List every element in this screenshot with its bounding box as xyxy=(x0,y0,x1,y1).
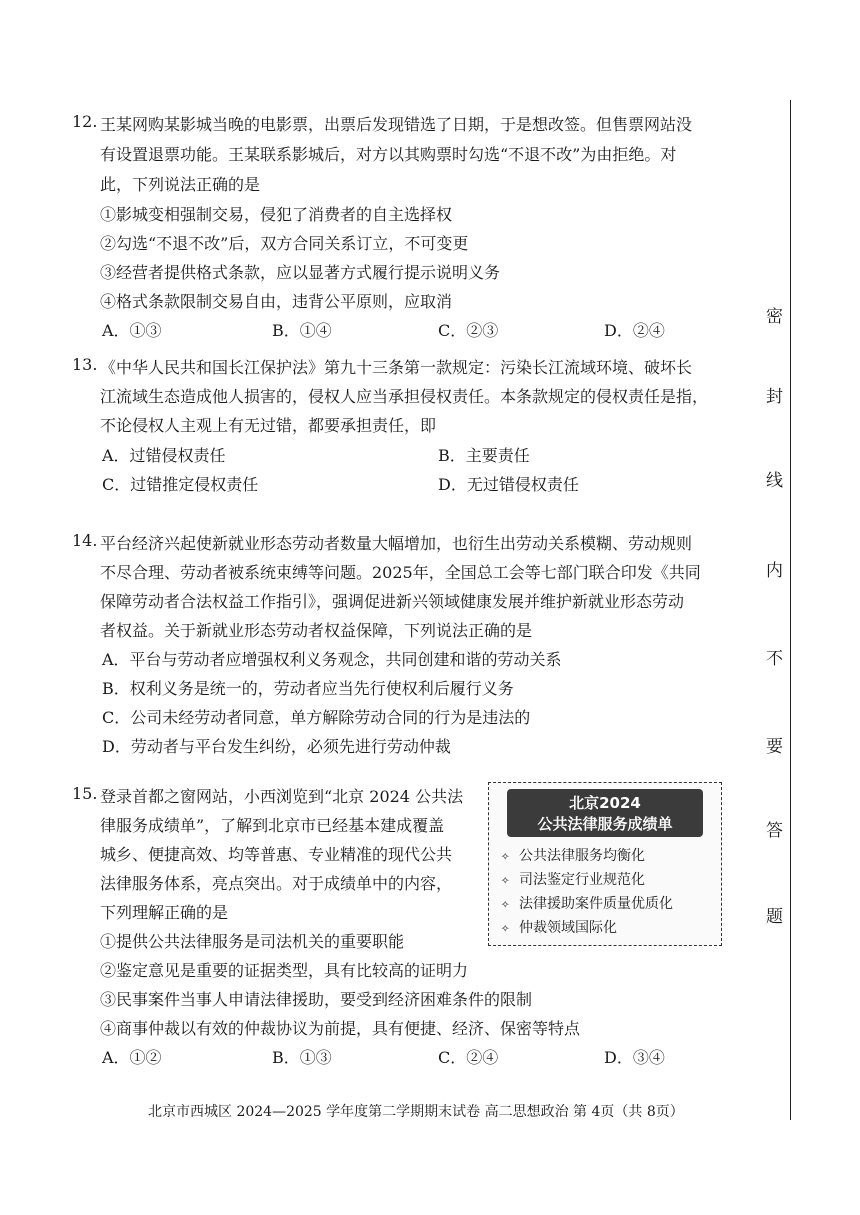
report-card-figure xyxy=(488,782,722,946)
option-c: C．公司未经劳动者同意，单方解除劳动合同的行为是违法的 xyxy=(102,708,531,727)
option-d: D．劳动者与平台发生纠纷，必须先进行劳动仲裁 xyxy=(102,737,451,756)
question-stem-line: 保障劳动者合法权益工作指引》，强调促进新兴领域健康发展并维护新就业形态劳动 xyxy=(100,592,685,611)
option-d: D．②④ xyxy=(604,321,665,340)
seal-char: 封 xyxy=(766,387,783,407)
report-card-banner xyxy=(507,789,703,837)
option-c: C．②④ xyxy=(438,1048,499,1067)
question-stem-line: 江流域生态造成他人损害的，侵权人应当承担侵权责任。本条款规定的侵权责任是指， xyxy=(100,387,709,406)
report-card-item: ✧ 仲裁领域国际化 xyxy=(501,920,617,936)
question-number: 13. xyxy=(72,355,98,374)
option-a: A．①③ xyxy=(102,321,162,340)
seal-char: 线 xyxy=(766,471,783,491)
report-card-item: ✧ 司法鉴定行业规范化 xyxy=(501,872,645,888)
option-a: A．平台与劳动者应增强权利义务观念，共同创建和谐的劳动关系 xyxy=(102,650,562,669)
question-stem-line: 此，下列说法正确的是 xyxy=(100,175,261,194)
diamond-outline-icon: ✧ xyxy=(501,896,510,912)
question-stem-line: 不论侵权人主观上有无过错，都要承担责任，即 xyxy=(100,416,437,435)
statement-1: ①提供公共法律服务是司法机关的重要职能 xyxy=(100,932,405,951)
page-footer: 北京市西城区 2024—2025 学年度第二学期期末试卷 高二思想政治 第 4页（共 8页） xyxy=(148,1104,684,1120)
statement-2: ②鉴定意见是重要的证据类型，具有比较高的证明力 xyxy=(100,961,469,980)
question-stem-line: 不尽合理、劳动者被系统束缚等问题。2025年，全国总工会等七部门联合印发《共同 xyxy=(100,563,701,582)
statement-3: ③民事案件当事人申请法律援助，要受到经济困难条件的限制 xyxy=(100,990,533,1009)
seal-char: 不 xyxy=(766,649,783,669)
seal-char: 答 xyxy=(766,821,783,841)
seal-char: 要 xyxy=(766,737,783,757)
report-card-title-line2: 公共法律服务成绩单 xyxy=(537,815,673,833)
option-d: D．无过错侵权责任 xyxy=(438,475,579,494)
question-stem-line: 登录首都之窗网站，小西浏览到“北京 2024 公共法 xyxy=(100,787,464,806)
statement-4: ④商事仲裁以有效的仲裁协议为前提，具有便捷、经济、保密等特点 xyxy=(100,1019,581,1038)
question-stem-line: 平台经济兴起使新就业形态劳动者数量大幅增加，也衍生出劳动关系模糊、劳动规则 xyxy=(100,534,693,553)
question-number: 12. xyxy=(72,112,98,131)
diamond-outline-icon: ✧ xyxy=(501,920,510,936)
diamond-outline-icon: ✧ xyxy=(501,872,510,888)
option-d: D．③④ xyxy=(604,1048,665,1067)
statement-3: ③经营者提供格式条款，应以显著方式履行提示说明义务 xyxy=(100,263,501,282)
option-b: B．①④ xyxy=(272,321,332,340)
seal-char: 题 xyxy=(766,907,783,927)
statement-1: ①影城变相强制交易，侵犯了消费者的自主选择权 xyxy=(100,205,453,224)
question-stem-line: 法律服务体系，亮点突出。对于成绩单中的内容， xyxy=(100,874,453,893)
report-card-item: ✧ 公共法律服务均衡化 xyxy=(501,848,645,864)
question-number: 14. xyxy=(72,531,98,550)
option-a: A．过错侵权责任 xyxy=(102,446,226,465)
question-stem-line: 王某网购某影城当晚的电影票，出票后发现错选了日期，于是想改签。但售票网站没 xyxy=(100,115,693,134)
seal-char: 内 xyxy=(766,561,783,581)
option-c: C．过错推定侵权责任 xyxy=(102,475,259,494)
statement-2: ②勾选“不退不改”后，双方合同关系订立，不可变更 xyxy=(100,234,469,253)
question-stem-line: 有设置退票功能。王某联系影城后，对方以其购票时勾选“不退不改”为由拒绝。对 xyxy=(100,145,677,164)
question-number: 15. xyxy=(72,784,98,803)
question-stem-line: 下列理解正确的是 xyxy=(100,903,229,922)
question-stem-line: 城乡、便捷高效、均等普惠、专业精准的现代公共 xyxy=(100,845,453,864)
question-stem-line: 律服务成绩单”，了解到北京市已经基本建成覆盖 xyxy=(100,816,445,835)
option-a: A．①② xyxy=(102,1048,162,1067)
report-card-title-line1: 北京2024 xyxy=(569,794,641,812)
question-stem-line: 《中华人民共和国长江保护法》第九十三条第一款规定：污染长江流域环境、破坏长 xyxy=(100,358,693,377)
option-c: C．②③ xyxy=(438,321,499,340)
option-b: B．主要责任 xyxy=(438,446,530,465)
question-stem-line: 者权益。关于新就业形态劳动者权益保障，下列说法正确的是 xyxy=(100,621,533,640)
report-card-item: ✧ 法律援助案件质量优质化 xyxy=(501,896,673,912)
option-b: B．权利义务是统一的，劳动者应当先行使权利后履行义务 xyxy=(102,679,514,698)
diamond-outline-icon: ✧ xyxy=(501,848,510,864)
statement-4: ④格式条款限制交易自由，违背公平原则，应取消 xyxy=(100,292,453,311)
seal-char: 密 xyxy=(766,307,783,327)
option-b: B．①③ xyxy=(272,1048,332,1067)
seal-divider-line xyxy=(790,100,791,1120)
